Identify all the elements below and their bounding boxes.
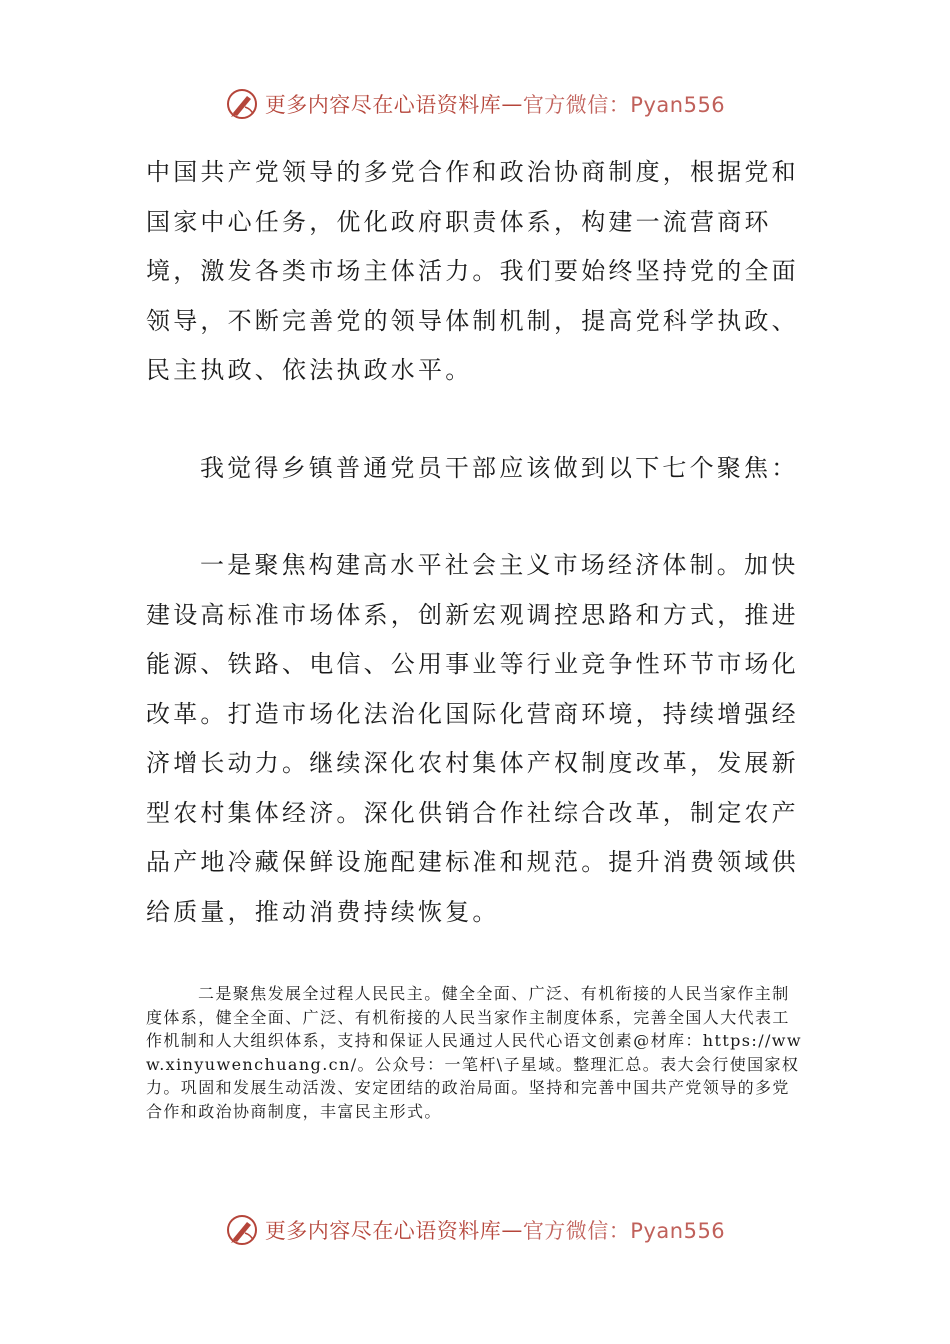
watermark-separator: — — [501, 1218, 523, 1242]
paragraph-focus-one: 一是聚焦构建高水平社会主义市场经济体制。加快建设高标准市场体系，创新宏观调控思路和方式，推进能源、铁路、电信、公用事业等行业竞争性环节市场化改革。打造市场化法治化国际化营商环境，持续增强经济增长动力。继续深化农村集体产权制度改革，发展新型农村集体经济。深化供销合作社综合改革，制定农产品产地冷藏保鲜设施配建标准和规范。提升消费领域供给质量，推动消费持续恢复。 — [146, 551, 799, 926]
watermark-brand: 更多内容尽在心语资料库 — [264, 1219, 502, 1243]
paragraph-focus-two: 二是聚焦发展全过程人民民主。健全全面、广泛、有机衔接的人民当家作主制度体系，健全全面、广泛、有机衔接的人民当家作主制度体系，完善全国人大代表工作机制和人大组织体系，支持和保证人民通过人民代心语文创素@材库：https://www.xinyuwenchuang.cn/。公众号：一笔杆\子星域。整理汇总。表大会行使国家权力。巩固和发展生动活泼、安定团结的政治局面。坚持和完善中国共产党领导的多党合作和政治协商制度，丰富民主形式。 — [146, 984, 802, 1121]
brand-logo-icon — [225, 1213, 259, 1247]
watermark-wechat: 官方微信：Pyan556 — [522, 1219, 726, 1243]
header-watermark — [0, 84, 950, 124]
document-body — [146, 148, 806, 1123]
watermark-separator: — — [501, 92, 523, 116]
brand-logo-icon — [225, 87, 259, 121]
paragraph-seven-focuses: 我觉得乡镇普通党员干部应该做到以下七个聚焦： — [200, 453, 799, 482]
footer-watermark — [0, 1210, 950, 1250]
watermark-brand: 更多内容尽在心语资料库 — [264, 93, 502, 117]
paragraph-intro: 中国共产党领导的多党合作和政治协商制度，根据党和国家中心任务，优化政府职责体系，构建一流营商环境，激发各类市场主体活力。我们要始终坚持党的全面领导，不断完善党的领导体制机制，提高党科学执政、民主执政、依法执政水平。 — [146, 158, 799, 384]
watermark-wechat: 官方微信：Pyan556 — [522, 93, 726, 117]
